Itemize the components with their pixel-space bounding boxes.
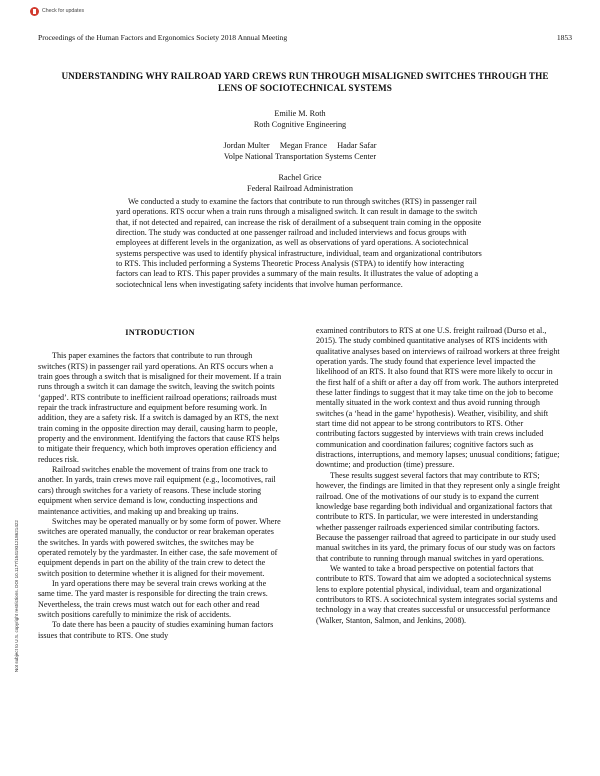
proceedings-title: Proceedings of the Human Factors and Ergonomics Society 2018 Annual Meeting — [38, 33, 288, 42]
crossmark-badge[interactable] — [30, 5, 88, 17]
body-paragraph: This paper examines the factors that contribute to run through switches (RTS) in passenger rail yard operations. An RTS occurs when a train goes through a switch that is misaligned for their movement. If a train runs through a switch it can damage the switch, leaving the switch points ‘gapped’. RTS contribute to inefficient railroad operations; railroads must repair the track infrastructure and equipment before resuming work. In addition, they are a safety risk. If a switch is damaged by an RTS, the next train coming in the opposite direction may derail, causing harm to people, property and the environment. Identifying the factors that cause RTS helps to mitigate their frequency, which both improves operation efficiency and reduces risk. — [38, 351, 282, 464]
body-paragraph: Railroad switches enable the movement of trains from one track to another. In yards, train crews move rail equipment (e.g., locomotives, rail cars) through switches for a variety of reasons. These include storing equipment when service demand is low, conducting inspections and maintenance activities, and making up and breaking up trains. — [38, 465, 276, 516]
author-block-3 — [0, 173, 600, 194]
author-names — [0, 141, 600, 152]
body-paragraph: We wanted to take a broad perspective on potential factors that contribute to RTS. Toward that aim we adopted a sociotechnical systems lens to explore potential physical, individual, team and organizational contributors to RTS. A sociotechnical system integrates social systems and technology in a way that creates successful or unsuccessful performance (Walker, Stanton, Salmon, and Jenkins, 2008). — [316, 563, 558, 625]
author-name: Rachel Grice — [278, 173, 322, 182]
left-column — [38, 326, 282, 641]
right-column — [316, 326, 560, 626]
crossmark-label: Check for updates — [42, 8, 85, 14]
author-names — [0, 109, 600, 120]
author-affiliation: Volpe National Transportation Systems Center — [223, 151, 377, 161]
author-block-1 — [0, 109, 600, 130]
paper-title: UNDERSTANDING WHY RAILROAD YARD CREWS RUN THROUGH MISALIGNED SWITCHES THROUGH THE LENS OF SOCIOTECHNICAL SYSTEMS — [61, 71, 549, 93]
author-name: Jordan Multer — [223, 141, 270, 150]
author-name: Emilie M. Roth — [274, 109, 326, 118]
copyright-side-note: Not subject to U.S. copyright restrictions. DOI 10.1177/1541931218621422 — [14, 520, 19, 673]
section-heading-introduction: INTRODUCTION — [125, 328, 195, 337]
author-affiliation: Roth Cognitive Engineering — [253, 119, 347, 129]
page-number: 1853 — [556, 33, 572, 42]
running-header — [38, 33, 572, 42]
abstract: We conducted a study to examine the factors that contribute to run through switches (RTS) in passenger rail yard operations. RTS occur when a train runs through a misaligned switch. It can result in damage to the switch that, if not detected and repaired, can increase the risk of derailment of a subsequent train coming in the opposite direction. The study was conducted at one passenger railroad and included interviews and focus groups with employees at different levels in the organization, as well as observations of yard operations. A sociotechnical systems perspective was used to identify physical infrastructure, individual, team and organizational contributors to RTS. This included performing a Systems Theoretic Process Analysis (STPA) to identify how interacting factors can lead to RTS. This paper provides a summary of the main results. It illustrates the value of adopting a sociotechnical lens when investigating safety incidents that involve human performance. — [116, 197, 482, 289]
author-name: Megan France — [279, 141, 327, 150]
body-paragraph: To date there has been a paucity of studies examining human factors issues that contribute to RTS. One study — [38, 620, 274, 640]
author-names — [0, 173, 600, 184]
author-name: Hadar Safar — [337, 141, 377, 150]
body-paragraph: These results suggest several factors that may contribute to RTS; however, the findings are limited in that they represent only a single freight railroad. One of the motivations of our study is to expand the current knowledge base regarding both individual and organizational factors that contribute to RTS. In particular, we were interested in understanding whether passenger railroads experienced similar contributing factors. Because the passenger railroad that agreed to participate in our study used manual switches in its yard, the primary focus of our study was on factors that contribute to running through manual switches in yard operations. — [316, 470, 560, 563]
crossmark-icon — [30, 7, 39, 16]
body-paragraph: Switches may be operated manually or by some form of power. Where switches are operated manually, the conductor or rear brakeman operates the switches. In yards with powered switches, the switches may be operated remotely by the yardmaster. In either case, the safe movement of equipment depends in part on the ability of the train crew to detect the switch position to determine whether it is aligned for their movement. — [38, 516, 281, 578]
body-paragraph: In yard operations there may be several train crews working at the same time. The yard master is responsible for directing the train crews. Nevertheless, the train crews must watch out for each other and read switch positions carefully to minimize the risk of accidents. — [38, 578, 268, 619]
author-block-2 — [0, 141, 600, 162]
body-paragraph: examined contributors to RTS at one U.S. freight railroad (Durso et al., 2015). The study combined quantitative analyses of RTS incidents with qualitative analyses based on interviews of railroad workers at three freight operation yards. The study found that experience level impacted the likelihood of an RTS. It also found that RTS were more likely to occur in the first half of a shift or after a day off from work. The authors interpreted these latter findings to suggest that it may take time on the job to become mentally situated in the work context and thus avoid running through switches (a ‘head in the game’ hypothesis). Weather, visibility, and shift start time did not appear to be strong contributors to RTS. Other contributing factors suggested by interviews with train crews included communication and coordination failures; cognitive factors such as distractions, interruptions, and memory lapses; unusual conditions; fatigue; downtime; and production (time) pressure. — [316, 326, 560, 470]
author-affiliation: Federal Railroad Administration — [247, 183, 353, 193]
